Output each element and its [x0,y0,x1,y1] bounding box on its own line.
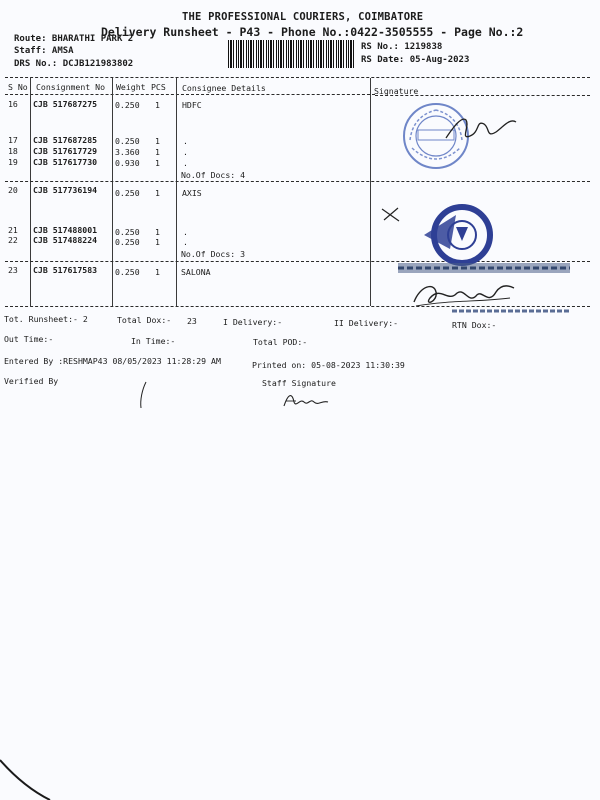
row-consignee: . [183,237,188,247]
col-signature: Signature [374,86,419,96]
row-weight: 0.250 [115,136,140,146]
row-pcs: 1 [155,100,160,110]
row-sno: 17 [8,135,18,145]
hdfc-signature [440,108,520,148]
runsheet-title: Delivery Runsheet - P43 - Phone No.:0422-3505555 - Page No.:2 [101,25,524,39]
row-consignee: AXIS [182,188,202,198]
docs-count: No.Of Docs: 3 [181,249,246,259]
row-consignment-no: CJB 517488224 [33,235,98,245]
row-weight: 0.250 [115,237,140,247]
col-consignment: Consignment No [36,82,106,92]
row-sno: 20 [8,185,18,195]
col-sep [30,78,31,306]
table-top-rule [5,77,590,78]
row-pcs: 1 [155,158,160,168]
col-pcs: PCS [151,82,166,92]
rtn-dox: RTN Dox:- [452,320,497,330]
verified-signature [138,380,150,410]
barcode [228,40,356,68]
rs-number: RS No.: 1219838 [361,42,443,52]
row-weight: 0.250 [115,188,140,198]
col-sep [370,78,371,306]
row-consignee: . [183,136,188,146]
row-sno: 19 [8,157,18,167]
row-consignee: . [183,227,188,237]
header-rule-right [375,95,590,96]
docs-count: No.Of Docs: 4 [181,170,246,180]
bank-seal-stamp [420,205,500,267]
in-time: In Time:- [131,336,176,346]
row-weight: 0.250 [115,100,140,110]
col-weight: Weight [116,82,146,92]
row-weight: 3.360 [115,147,140,157]
row-consignee: HDFC [182,100,202,110]
out-time: Out Time:- [4,334,54,344]
row-pcs: 1 [155,227,160,237]
col-sep [112,78,113,306]
row-pcs: 1 [155,267,160,277]
authorised-signatory-stamp [452,306,572,316]
row-consignment-no: CJB 517687285 [33,135,98,145]
rs-date: RS Date: 05-Aug-2023 [361,55,470,65]
row-sno: 21 [8,225,18,235]
row-consignee: . [183,147,188,157]
row-separator [5,181,590,182]
total-dox-value: 23 [187,316,197,326]
printed-on: Printed on: 05-08-2023 11:30:39 [252,360,405,370]
row-weight: 0.250 [115,227,140,237]
col-sep [176,78,177,306]
staff-signature-label: Staff Signature [262,378,336,388]
row-consignee: SALONA [181,267,211,277]
row-consignment-no: CJB 517617730 [33,157,98,167]
row-consignment-no: CJB 517617729 [33,146,98,156]
row-pcs: 1 [155,136,160,146]
row-sno: 22 [8,235,18,245]
header-rule [5,94,375,95]
row-pcs: 1 [155,188,160,198]
row-sno: 23 [8,265,18,275]
col-consignee: Consignee Details [182,83,266,93]
row-weight: 0.250 [115,267,140,277]
company-title: THE PROFESSIONAL COURIERS, COIMBATORE [182,11,424,23]
row-consignment-no: CJB 517617583 [33,265,98,275]
row-pcs: 1 [155,147,160,157]
total-dox-label: Total Dox:- [117,315,172,325]
row-consignment-no: CJB 517687275 [33,99,98,109]
page-corner-mark [0,760,60,800]
route-label: Route: BHARATHI PARK 2 [14,34,134,44]
row-consignee: . [183,158,188,168]
total-pod: Total POD:- [253,337,308,347]
staff-label: Staff: AMSA [14,46,74,56]
row-consignment-no: CJB 517488001 [33,225,98,235]
verified-by: Verified By [4,376,59,386]
ii-delivery: II Delivery:- [334,318,399,328]
cross-mark [380,206,402,224]
i-delivery: I Delivery:- [223,317,283,327]
row-weight: 0.930 [115,158,140,168]
total-runsheet: Tot. Runsheet:- 2 [4,314,88,324]
col-sno: S No [8,82,28,92]
row-consignment-no: CJB 517736194 [33,185,98,195]
row-sno: 18 [8,146,18,156]
row-pcs: 1 [155,237,160,247]
row-sno: 16 [8,99,18,109]
drs-number: DRS No.: DCJB121983802 [14,59,134,69]
entered-by: Entered By :RESHMAP43 08/05/2023 11:28:29 AM [4,356,221,366]
staff-signature [282,390,332,410]
salora-stamp [398,260,574,276]
